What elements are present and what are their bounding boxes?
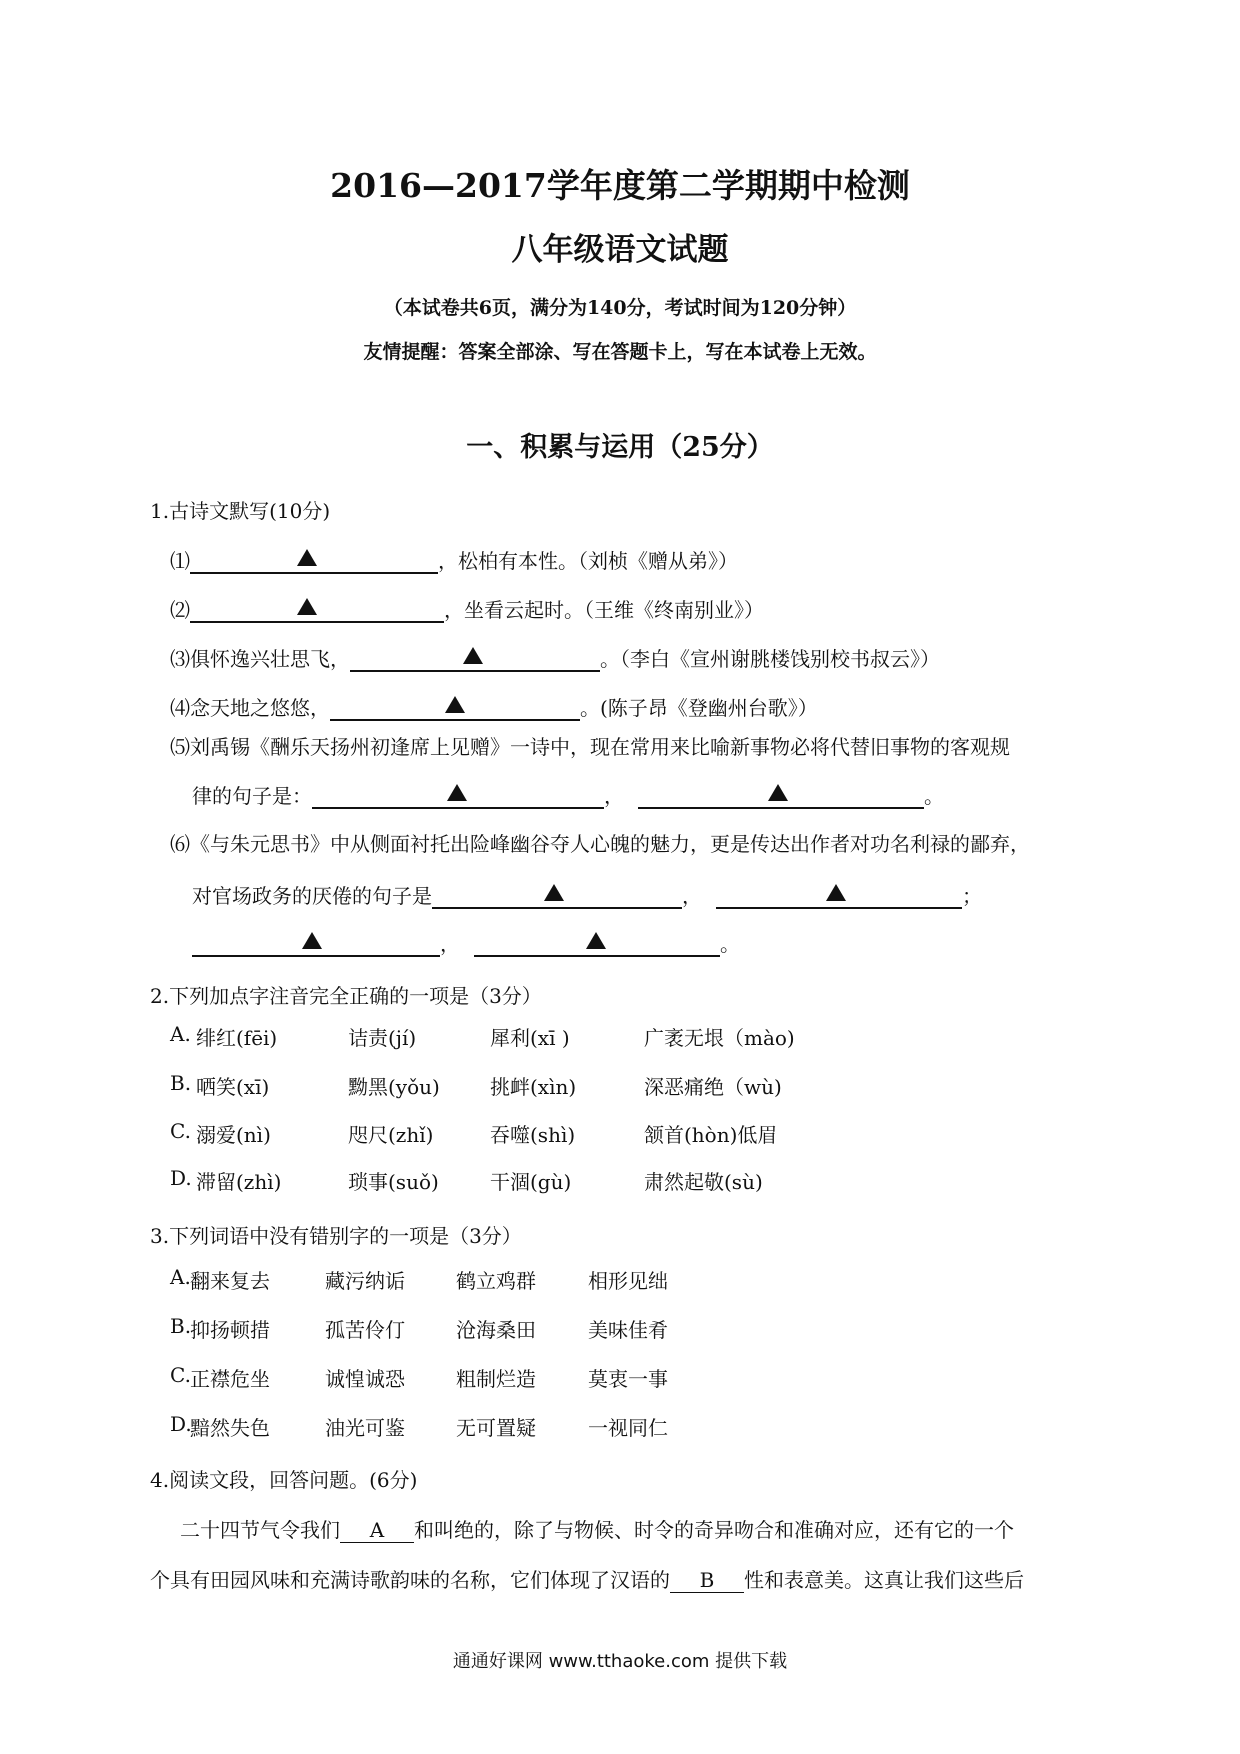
answer-blank	[190, 597, 444, 623]
exam-reminder: 友情提醒：答案全部涂、写在答题卡上，写在本试卷上无效。	[363, 341, 877, 363]
option-word: 颔首(hòn)低眉	[644, 1123, 778, 1147]
option-label: C.	[170, 1363, 191, 1387]
q1-item-6-line3: ， 。	[192, 928, 740, 957]
option-word: 诘责(jí)	[348, 1026, 417, 1050]
option-word: 粗制烂造	[456, 1367, 536, 1391]
option-word: 莫衷一事	[588, 1367, 668, 1391]
question-3-title: 3.下列词语中没有错别字的一项是（3分）	[150, 1224, 522, 1248]
option-label: D.	[170, 1412, 192, 1436]
q1-item-3: ⑶俱怀逸兴壮思飞， 。（李白《宣州谢朓楼饯别校书叔云》）	[170, 647, 940, 671]
option-word: 深恶痛绝（wù)	[644, 1075, 782, 1099]
q1-item-6-line1: ⑹《与朱元思书》中从侧面衬托出险峰幽谷夺人心魄的魅力，更是传达出作者对功名利禄的鄙弃，	[170, 832, 1030, 856]
option-word: 咫尺(zhǐ)	[348, 1123, 434, 1147]
question-2-title: 2.下列加点字注音完全正确的一项是（3分）	[150, 984, 542, 1008]
option-word: 黝黑(yǒu)	[348, 1075, 440, 1099]
exam-subtitle: 八年级语文试题	[511, 232, 729, 268]
option-label: A.	[170, 1022, 191, 1046]
triangle-marker	[302, 932, 322, 949]
triangle-marker	[297, 549, 317, 566]
q1-item-2: ⑵ ，坐看云起时。（王维《终南别业》）	[170, 598, 764, 622]
answer-blank	[432, 883, 682, 909]
option-word: 干涸(gù)	[490, 1170, 572, 1194]
option-word: 鹤立鸡群	[456, 1269, 536, 1293]
q1-item-5-line1: ⑸刘禹锡《酬乐天扬州初逢席上见赠》一诗中，现在常用来比喻新事物必将代替旧事物的客观规	[170, 735, 1010, 759]
triangle-marker	[586, 932, 606, 949]
exam-title: 2016—2017学年度第二学期期中检测	[330, 166, 910, 205]
answer-blank	[190, 548, 438, 574]
exam-note: （本试卷共6页，满分为140分，考试时间为120分钟）	[383, 297, 857, 319]
option-word: 沧海桑田	[456, 1318, 536, 1342]
section-title: 一、积累与运用（25分）	[466, 432, 774, 463]
option-word: 肃然起敬(sù)	[644, 1170, 763, 1194]
option-word: 绯红(fēi)	[196, 1026, 278, 1050]
option-word: 吞噬(shì)	[490, 1123, 576, 1147]
q1-item-5-line2: 律的句子是： ， 。	[192, 784, 944, 808]
option-label: B.	[170, 1314, 192, 1338]
option-word: 滞留(zhì)	[196, 1170, 282, 1194]
q4-paragraph-line2: 个具有田园风味和充满诗歌韵味的名称，它们体现了汉语的 B 性和表意美。这真让我们这些后	[150, 1568, 1024, 1592]
option-word: 溺爱(nì)	[196, 1123, 271, 1147]
option-word: 挑衅(xìn)	[490, 1075, 577, 1099]
question-4-title: 4.阅读文段，回答问题。(6分)	[150, 1468, 418, 1492]
triangle-marker	[544, 884, 564, 901]
option-word: 广袤无垠（mào)	[644, 1026, 795, 1050]
triangle-marker	[447, 784, 467, 801]
q1-item-1: ⑴ ，松柏有本性。（刘桢《赠从弟》）	[170, 549, 738, 573]
option-word: 无可置疑	[456, 1416, 536, 1440]
answer-blank	[192, 931, 440, 957]
option-word: 犀利(xī )	[490, 1026, 570, 1050]
option-word: 正襟危坐	[190, 1367, 270, 1391]
option-word: 哂笑(xī)	[196, 1075, 270, 1099]
option-word: 黯然失色	[190, 1416, 270, 1440]
option-word: 孤苦伶仃	[325, 1318, 405, 1342]
option-word: 诚惶诚恐	[325, 1367, 405, 1391]
option-word: 一视同仁	[588, 1416, 668, 1440]
answer-blank	[638, 783, 924, 809]
option-word: 油光可鉴	[325, 1416, 405, 1440]
blank-b: B	[670, 1568, 744, 1593]
triangle-marker	[445, 696, 465, 713]
triangle-marker	[463, 647, 483, 664]
option-word: 抑扬顿措	[190, 1318, 270, 1342]
option-word: 藏污纳诟	[325, 1269, 405, 1293]
triangle-marker	[768, 784, 788, 801]
q1-item-6-line2: 对官场政务的厌倦的句子是 ， ；	[192, 884, 982, 908]
answer-blank	[350, 646, 600, 672]
answer-blank	[312, 783, 604, 809]
answer-blank	[330, 695, 580, 721]
option-label: D.	[170, 1166, 192, 1190]
option-word: 相形见绌	[588, 1269, 668, 1293]
option-word: 美味佳肴	[588, 1318, 668, 1342]
triangle-marker	[297, 598, 317, 615]
option-label: B.	[170, 1071, 192, 1095]
answer-blank	[474, 931, 720, 957]
q4-paragraph-line1: 二十四节气令我们 A 和叫绝的，除了与物候、时令的奇异吻合和准确对应，还有它的一个	[180, 1518, 1014, 1542]
question-1-title: 1.古诗文默写(10分)	[150, 499, 331, 523]
triangle-marker	[826, 884, 846, 901]
page-footer: 通通好课网 www.tthaoke.com 提供下载	[452, 1651, 788, 1672]
blank-a: A	[340, 1518, 414, 1543]
q1-item-4: ⑷念天地之悠悠， 。(陈子昂《登幽州台歌》）	[170, 696, 818, 720]
option-word: 琐事(suǒ)	[348, 1170, 439, 1194]
option-word: 翻来复去	[190, 1269, 270, 1293]
answer-blank	[716, 883, 962, 909]
option-label: A.	[170, 1265, 191, 1289]
option-label: C.	[170, 1119, 191, 1143]
